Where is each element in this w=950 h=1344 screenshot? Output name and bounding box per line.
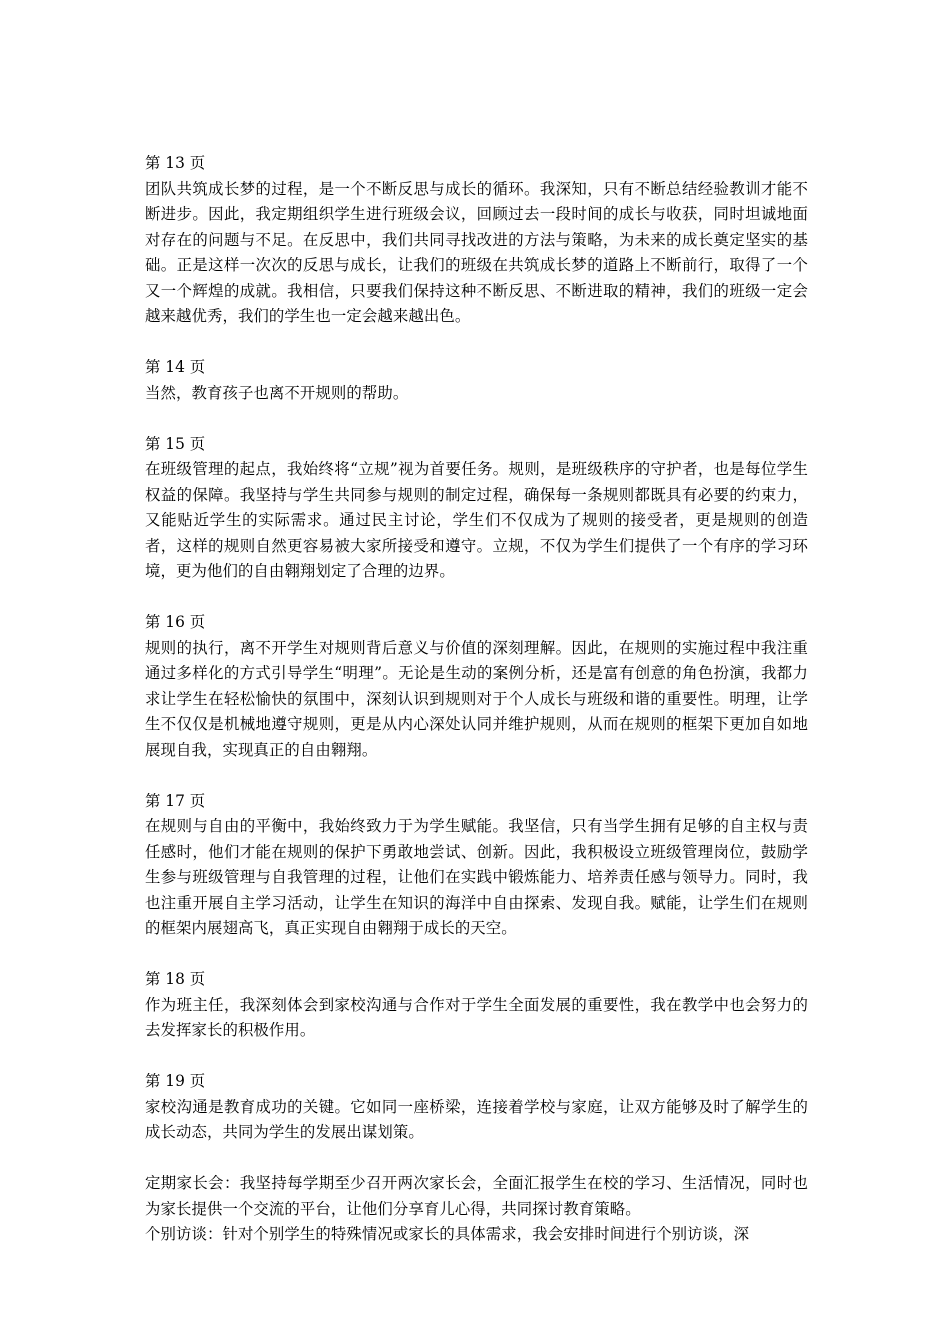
section-page-14 [145,355,808,406]
paragraph-individual-interviews: 个别访谈：针对个别学生的特殊情况或家长的具体需求，我会安排时间进行个别访谈，深 [145,1225,750,1243]
section-page-17 [145,789,808,942]
section-page-16 [145,610,808,763]
paragraph-parent-meetings: 定期家长会：我坚持每学期至少召开两次家长会，全面汇报学生在校的学习、生活情况，同时也为家长提供一个交流的平台，让他们分享育儿心得，共同探讨教育策略。 [145,1174,808,1218]
document-page [145,151,808,1248]
page-heading: 第 15 页 [145,434,206,453]
section-page-19 [145,1069,808,1146]
section-extra [145,1171,808,1248]
section-page-18 [145,967,808,1044]
paragraph: 当然，教育孩子也离不开规则的帮助。 [145,383,409,402]
paragraph: 作为班主任，我深刻体会到家校沟通与合作对于学生全面发展的重要性，我在教学中也会努力的去发挥家长的积极作用。 [145,995,808,1039]
section-page-13 [145,151,808,330]
paragraph: 家校沟通是教育成功的关键。它如同一座桥梁，连接着学校与家庭，让双方能够及时了解学生的成长动态，共同为学生的发展出谋划策。 [145,1097,808,1141]
page-heading: 第 16 页 [145,613,206,631]
page-heading: 第 13 页 [145,154,206,172]
page-heading: 第 18 页 [145,970,206,988]
paragraph: 在规则与自由的平衡中，我始终致力于为学生赋能。我坚信，只有当学生拥有足够的自主权与责任感时，他们才能在规则的保护下勇敢地尝试、创新。因此，我积极设立班级管理岗位，鼓励学生参与班级管理与自我管理的过程，让他们在实践中锻炼能力、培养责任感与领导力。同时，我也注重开展自主学习活动，让学生在知识的海洋中自由探索、发现自我。赋能，让学生们在规则的框架内展翅高飞，真正实现自由翱翔于成长的天空。 [145,817,808,937]
paragraph: 规则的执行，离不开学生对规则背后意义与价值的深刻理解。因此，在规则的实施过程中我注重通过多样化的方式引导学生“明理”。无论是生动的案例分析，还是富有创意的角色扮演，我都力求让学生在轻松愉快的氛围中，深刻认识到规则对于个人成长与班级和谐的重要性。明理，让学生不仅仅是机械地遵守规则，更是从内心深处认同并维护规则，从而在规则的框架下更加自如地展现自我，实现真正的自由翱翔。 [145,638,808,759]
page-heading: 第 17 页 [145,791,206,810]
page-heading: 第 14 页 [145,358,206,376]
paragraph: 在班级管理的起点，我始终将“立规”视为首要任务。规则，是班级秩序的守护者，也是每位学生权益的保障。我坚持与学生共同参与规则的制定过程，确保每一条规则都既具有必要的约束力，又能贴近学生的实际需求。通过民主讨论，学生们不仅成为了规则的接受者，更是规则的创造者，这样的规则自然更容易被大家所接受和遵守。立规，不仅为学生们提供了一个有序的学习环境，更为他们的自由翱翔划定了合理的边界。 [145,460,808,580]
section-page-15 [145,432,808,585]
page-heading: 第 19 页 [145,1072,206,1090]
paragraph: 团队共筑成长梦的过程，是一个不断反思与成长的循环。我深知，只有不断总结经验教训才能不断进步。因此，我定期组织学生进行班级会议，回顾过去一段时间的成长与收获，同时坦诚地面对存在的问题与不足。在反思中，我们共同寻找改进的方法与策略，为未来的成长奠定坚实的基础。正是这样一次次的反思与成长，让我们的班级在共筑成长梦的道路上不断前行，取得了一个又一个辉煌的成就。我相信，只要我们保持这种不断反思、不断进取的精神，我们的班级一定会越来越优秀，我们的学生也一定会越来越出色。 [145,179,808,325]
